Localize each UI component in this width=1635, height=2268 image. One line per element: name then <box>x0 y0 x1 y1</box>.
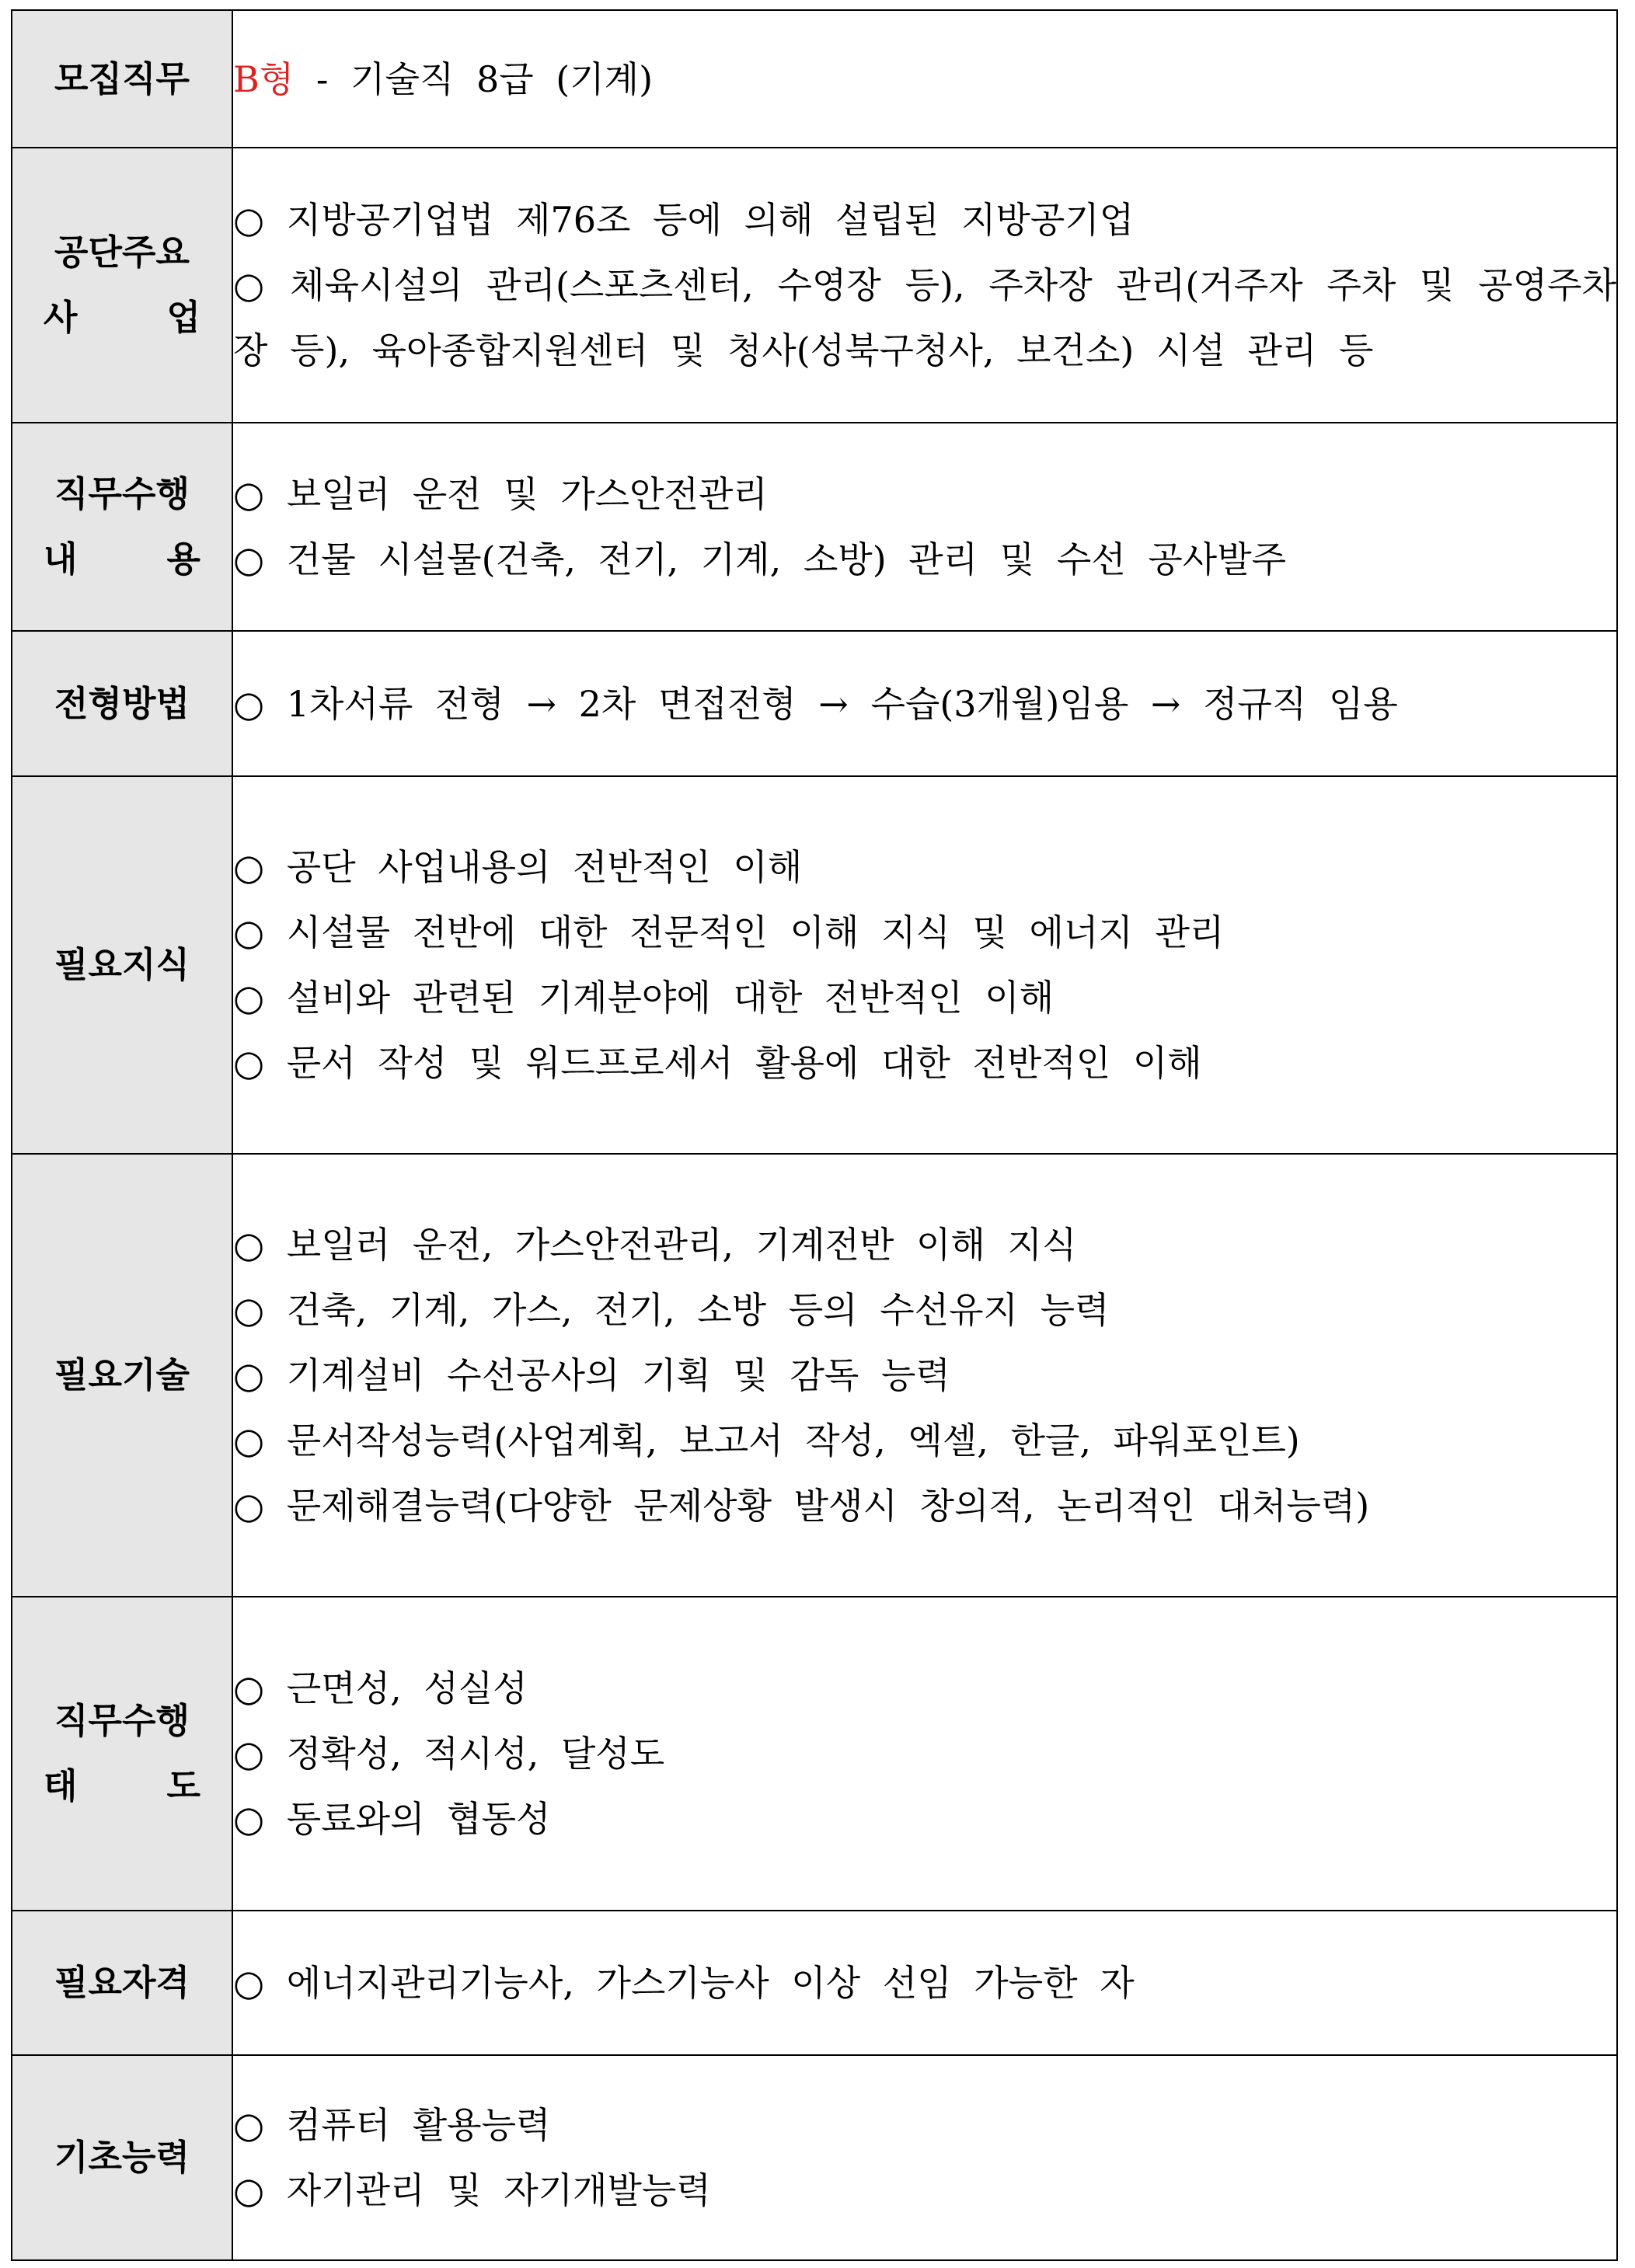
bullet-icon: ○ <box>233 199 265 241</box>
list-item: ○ 컴퓨터 활용능력 <box>233 2104 551 2146</box>
row-label <box>12 1597 232 1911</box>
row-label <box>12 776 232 1154</box>
bullet-icon: ○ <box>233 846 265 888</box>
row-label-line: 모집직무 <box>54 57 190 99</box>
list-item: ○ 1차서류 전형 → 2차 면접전형 → 수습(3개월)임용 → 정규직 임용 <box>233 682 1398 725</box>
job-description-table <box>11 9 1618 2261</box>
bullet-icon: ○ <box>233 1798 265 1840</box>
list-item: ○ 시설물 전반에 대한 전문적인 이해 지식 및 에너지 관리 <box>233 911 1225 953</box>
row-content <box>232 423 1617 631</box>
row-label-line: 공단주요 <box>54 232 190 273</box>
row-required-knowledge <box>12 776 1617 1154</box>
list-item: ○ 보일러 운전, 가스안전관리, 기계전반 이해 지식 <box>233 1224 1077 1266</box>
list-item: ○ 문서작성능력(사업계획, 보고서 작성, 엑셀, 한글, 파워포인트) <box>233 1420 1300 1461</box>
list-item: ○ 설비와 관련된 기계분야에 대한 전반적인 이해 <box>233 977 1055 1019</box>
list-item: ○ 지방공기업법 제76조 등에 의해 설립된 지방공기업 <box>233 199 1135 241</box>
row-label-line: 직무수행 <box>54 1700 190 1741</box>
list-item: ○ 정확성, 적시성, 달성도 <box>233 1733 665 1775</box>
row-label <box>12 631 232 776</box>
row-content <box>232 1911 1617 2055</box>
position-title-text: - 기술직 8급 (기계) <box>294 57 654 100</box>
bullet-icon: ○ <box>233 2169 265 2211</box>
row-required-skills <box>12 1154 1617 1597</box>
bullet-icon: ○ <box>233 538 265 580</box>
row-job-duties <box>12 423 1617 631</box>
bullet-icon: ○ <box>233 1962 265 2004</box>
bullet-icon: ○ <box>233 1289 265 1331</box>
bullet-icon: ○ <box>233 1485 265 1527</box>
row-label-line: 필요기술 <box>54 1354 190 1395</box>
list-item: ○ 기계설비 수선공사의 기획 및 감독 능력 <box>233 1354 950 1396</box>
row-content <box>232 10 1617 148</box>
row-label-line: 필요지식 <box>54 944 190 985</box>
row-content <box>232 776 1617 1154</box>
row-label-line: 태 도 <box>44 1765 200 1806</box>
bullet-icon: ○ <box>233 1420 265 1461</box>
row-label <box>12 1911 232 2055</box>
row-main-business <box>12 148 1617 423</box>
bullet-icon: ○ <box>233 1224 265 1266</box>
row-label <box>12 2055 232 2260</box>
bullet-icon: ○ <box>233 682 265 725</box>
row-content <box>232 2055 1617 2260</box>
list-item: ○ 체육시설의 관리(스포츠센터, 수영장 등), 주차장 관리(거주자 주차 및 공영주차장 등), 육아종합지원센터 및 청사(성북구청사, 보건소) 시설 관리 등 <box>233 264 1617 371</box>
list-item: ○ 건물 시설물(건축, 전기, 기계, 소방) 관리 및 수선 공사발주 <box>233 538 1287 580</box>
row-content <box>232 148 1617 423</box>
bullet-icon: ○ <box>233 911 265 953</box>
row-basic-abilities <box>12 2055 1617 2260</box>
bullet-icon: ○ <box>233 2104 265 2146</box>
list-item: ○ 건축, 기계, 가스, 전기, 소방 등의 수선유지 능력 <box>233 1289 1110 1331</box>
row-label-line: 기초능력 <box>54 2137 190 2178</box>
bullet-icon: ○ <box>233 977 265 1019</box>
row-label-line: 직무수행 <box>54 473 190 514</box>
bullet-icon: ○ <box>233 1733 265 1775</box>
row-label <box>12 423 232 631</box>
row-recruitment-position <box>12 10 1617 148</box>
list-item: ○ 자기관리 및 자기개발능력 <box>233 2169 711 2211</box>
type-badge-text: B형 <box>233 57 295 100</box>
position-title <box>233 47 1616 112</box>
list-item: ○ 근면성, 성실성 <box>233 1667 528 1709</box>
row-content <box>232 631 1617 776</box>
list-item: ○ 에너지관리기능사, 가스기능사 이상 선임 가능한 자 <box>233 1962 1135 2004</box>
row-content <box>232 1154 1617 1597</box>
row-required-qualification <box>12 1911 1617 2055</box>
bullet-icon: ○ <box>233 473 265 515</box>
bullet-icon: ○ <box>233 264 267 306</box>
list-item: ○ 보일러 운전 및 가스안전관리 <box>233 473 768 515</box>
row-label <box>12 1154 232 1597</box>
list-item: ○ 동료와의 협동성 <box>233 1798 551 1840</box>
row-label-line: 전형방법 <box>54 682 190 724</box>
list-item: ○ 문서 작성 및 워드프로세서 활용에 대한 전반적인 이해 <box>233 1042 1202 1084</box>
row-label-line: 사 업 <box>44 297 200 338</box>
row-selection-method <box>12 631 1617 776</box>
list-item: ○ 문제해결능력(다양한 문제상황 발생시 창의적, 논리적인 대처능력) <box>233 1485 1370 1527</box>
row-content <box>232 1597 1617 1911</box>
list-item: ○ 공단 사업내용의 전반적인 이해 <box>233 846 803 888</box>
bullet-icon: ○ <box>233 1042 265 1084</box>
row-label-line: 내 용 <box>44 538 200 580</box>
bullet-icon: ○ <box>233 1667 265 1709</box>
row-label-line: 필요자격 <box>54 1962 190 2003</box>
row-label <box>12 148 232 423</box>
row-label <box>12 10 232 148</box>
bullet-icon: ○ <box>233 1354 265 1396</box>
row-job-attitude <box>12 1597 1617 1911</box>
